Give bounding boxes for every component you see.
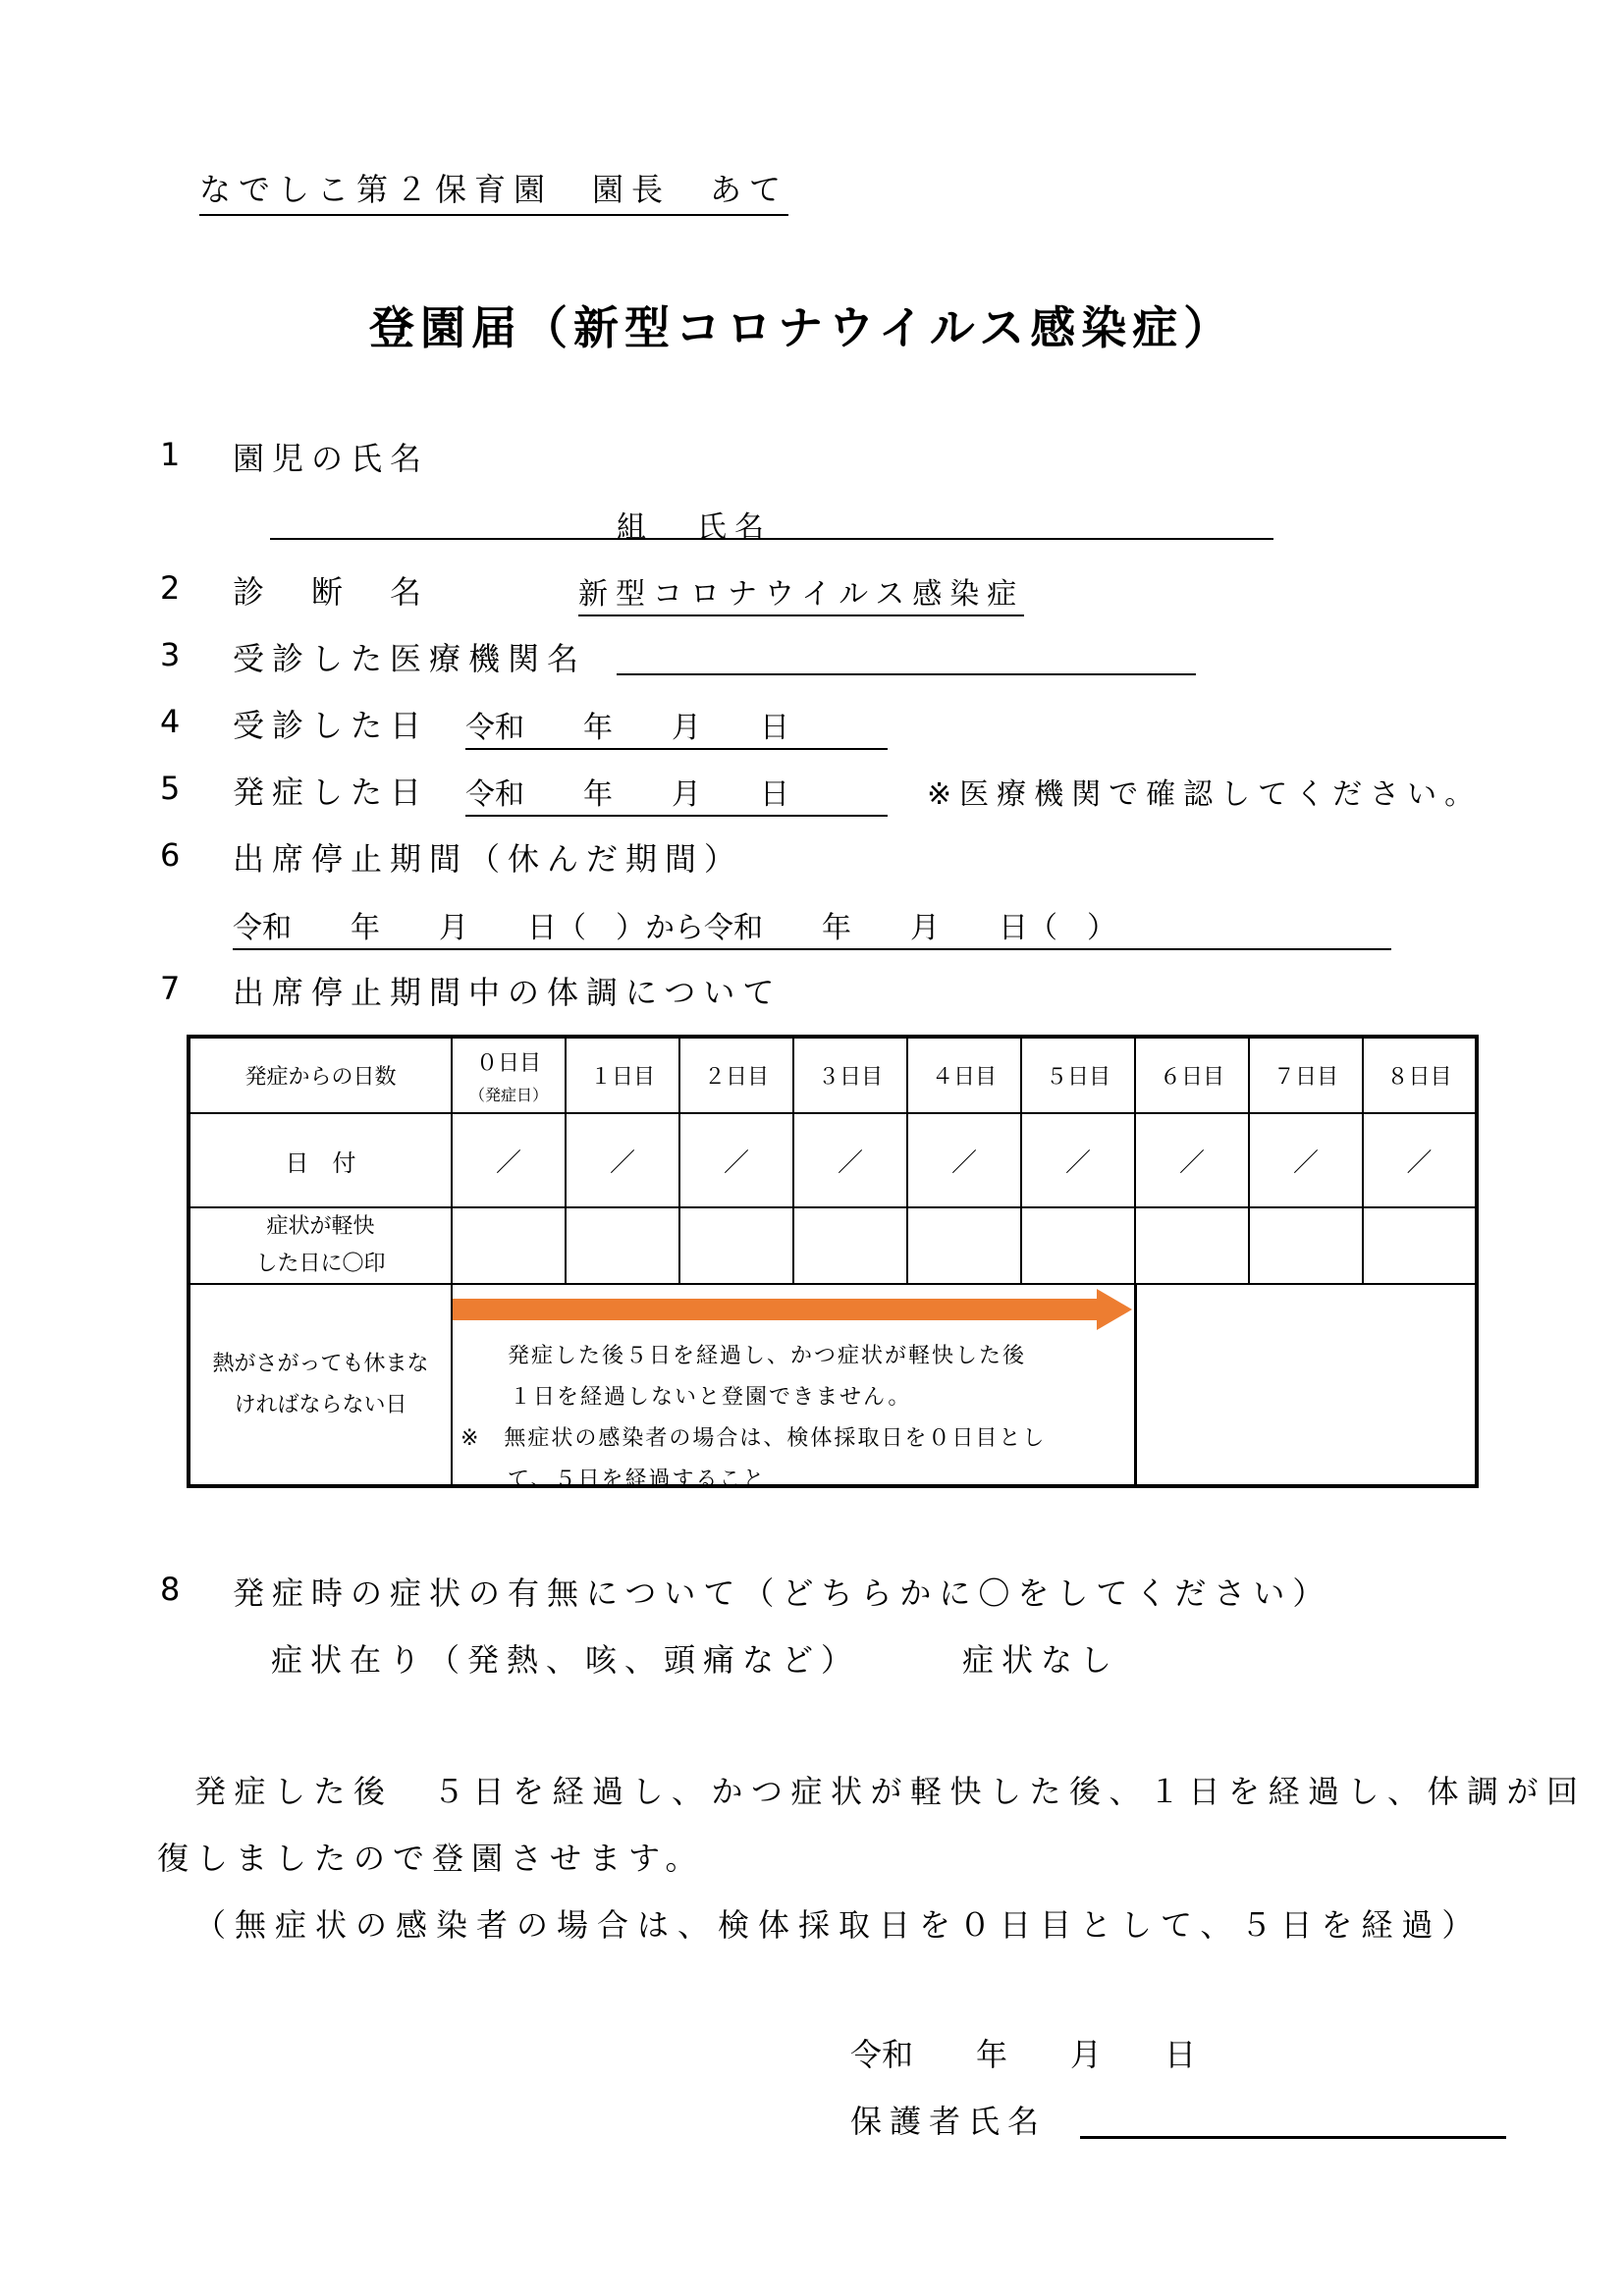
rest-row-label-1: 熱がさがっても休まな bbox=[212, 1351, 429, 1376]
document-title: 登園届（新型コロナウイルス感染症） bbox=[369, 301, 1235, 354]
onset-date-note: ※医療機関で確認してください。 bbox=[927, 777, 1483, 812]
item-2-label: 診 断 名 bbox=[233, 573, 430, 611]
guardian-name-line[interactable] bbox=[1080, 2136, 1506, 2139]
rest-empty-cell bbox=[1135, 1284, 1477, 1486]
class-label: 組 bbox=[617, 510, 646, 545]
item-1-number: 1 bbox=[160, 436, 181, 473]
item-1-label: 園児の氏名 bbox=[233, 440, 430, 477]
note-line-4: て、５日を経過すること bbox=[508, 1468, 767, 1492]
symptom-cell[interactable] bbox=[452, 1207, 566, 1284]
health-table bbox=[187, 1035, 1479, 1492]
date-cell[interactable]: ／ bbox=[793, 1113, 907, 1207]
item-4-label: 受診した日 bbox=[233, 707, 430, 744]
day-3-header: ３日目 bbox=[793, 1037, 907, 1113]
item-6-number: 6 bbox=[160, 836, 181, 874]
day-6-header: ６日目 bbox=[1135, 1037, 1249, 1113]
date-cell[interactable]: ／ bbox=[679, 1113, 793, 1207]
day-0-sub: （発症日） bbox=[468, 1085, 548, 1104]
date-row bbox=[189, 1113, 1477, 1207]
day-0-label: ０日目 bbox=[475, 1050, 541, 1076]
date-row-label: 日 付 bbox=[189, 1113, 452, 1207]
rest-note-text bbox=[453, 1336, 1046, 1501]
item-3-label: 受診した医療機関名 bbox=[233, 640, 587, 677]
date-cell[interactable]: ／ bbox=[1135, 1113, 1249, 1207]
option-symptoms-no[interactable]: 症状なし bbox=[962, 1641, 1120, 1679]
item-7-label: 出席停止期間中の体調について bbox=[233, 974, 783, 1011]
symptom-cell[interactable] bbox=[679, 1207, 793, 1284]
note-line-3: ※ 無症状の感染者の場合は、検体採取日を０日目とし bbox=[460, 1426, 1047, 1451]
item-2-number: 2 bbox=[160, 569, 181, 607]
statement-line-2: 復しましたので登園させます。 bbox=[157, 1840, 705, 1877]
symptom-cell[interactable] bbox=[793, 1207, 907, 1284]
statement-line-1: 発症した後 ５日を経過し、かつ症状が軽快した後、１日を経過し、体調が回 bbox=[194, 1773, 1587, 1810]
symptom-row-label-2: した日に〇印 bbox=[255, 1252, 386, 1276]
symptom-row-label-1: 症状が軽快 bbox=[266, 1214, 375, 1239]
onset-date[interactable]: 令和 年 月 日 bbox=[465, 770, 888, 817]
absence-period[interactable]: 令和 年 月 日（ ）から令和 年 月 日（ ） bbox=[233, 903, 1391, 950]
guardian-name-label: 保護者氏名 bbox=[850, 2103, 1048, 2140]
rest-row-label bbox=[189, 1284, 452, 1486]
day-5-header: ５日目 bbox=[1021, 1037, 1135, 1113]
rest-period-note bbox=[452, 1284, 1135, 1492]
date-cell[interactable]: ／ bbox=[566, 1113, 679, 1207]
date-cell[interactable]: ／ bbox=[1249, 1113, 1363, 1207]
symptom-cell[interactable] bbox=[566, 1207, 679, 1284]
table-header-row bbox=[189, 1037, 1477, 1113]
symptom-cell[interactable] bbox=[1135, 1207, 1249, 1284]
option-symptoms-yes[interactable]: 症状在り（発熱、咳、頭痛など） bbox=[271, 1641, 861, 1679]
item-4-number: 4 bbox=[160, 703, 181, 740]
day-7-header: ７日目 bbox=[1249, 1037, 1363, 1113]
child-name-line[interactable] bbox=[270, 538, 1273, 540]
addressee: なでしこ第２保育園 園長 あて bbox=[199, 165, 788, 216]
day-0-header bbox=[452, 1037, 566, 1113]
arrow-head-icon bbox=[1097, 1289, 1132, 1330]
item-8-number: 8 bbox=[160, 1571, 181, 1608]
day-1-header: １日目 bbox=[566, 1037, 679, 1113]
note-line-1: 発症した後５日を経過し、かつ症状が軽快した後 bbox=[508, 1344, 1027, 1368]
symptom-row bbox=[189, 1207, 1477, 1284]
note-line-2: １日を経過しないと登園できません。 bbox=[510, 1385, 912, 1410]
diagnosis-value: 新型コロナウイルス感染症 bbox=[578, 569, 1024, 616]
signature-date[interactable]: 令和 年 月 日 bbox=[850, 2036, 1197, 2073]
statement-line-3: （無症状の感染者の場合は、検体採取日を０日目として、５日を経過） bbox=[194, 1906, 1483, 1944]
symptom-cell[interactable] bbox=[1363, 1207, 1477, 1284]
header-label: 発症からの日数 bbox=[189, 1037, 452, 1113]
name-label: 氏名 bbox=[697, 510, 772, 545]
item-6-label: 出席停止期間（休んだ期間） bbox=[233, 840, 744, 878]
symptom-row-label bbox=[189, 1207, 452, 1284]
rest-row-label-2: ければならない日 bbox=[234, 1392, 407, 1417]
date-cell[interactable]: ／ bbox=[1021, 1113, 1135, 1207]
item-5-number: 5 bbox=[160, 770, 181, 807]
symptom-cell[interactable] bbox=[1021, 1207, 1135, 1284]
rest-row bbox=[189, 1284, 1477, 1486]
day-2-header: ２日目 bbox=[679, 1037, 793, 1113]
item-8-label: 発症時の症状の有無について（どちらかに〇をしてください） bbox=[233, 1575, 1332, 1612]
item-3-number: 3 bbox=[160, 636, 181, 673]
date-cell[interactable]: ／ bbox=[452, 1113, 566, 1207]
item-7-number: 7 bbox=[160, 970, 181, 1007]
item-5-label: 発症した日 bbox=[233, 774, 430, 811]
symptom-cell[interactable] bbox=[907, 1207, 1021, 1284]
arrow-right-icon bbox=[453, 1299, 1101, 1320]
date-cell[interactable]: ／ bbox=[1363, 1113, 1477, 1207]
day-4-header: ４日目 bbox=[907, 1037, 1021, 1113]
date-cell[interactable]: ／ bbox=[907, 1113, 1021, 1207]
symptom-cell[interactable] bbox=[1249, 1207, 1363, 1284]
visit-date[interactable]: 令和 年 月 日 bbox=[465, 703, 888, 750]
medical-institution-line[interactable] bbox=[617, 673, 1196, 675]
day-8-header: ８日目 bbox=[1363, 1037, 1477, 1113]
